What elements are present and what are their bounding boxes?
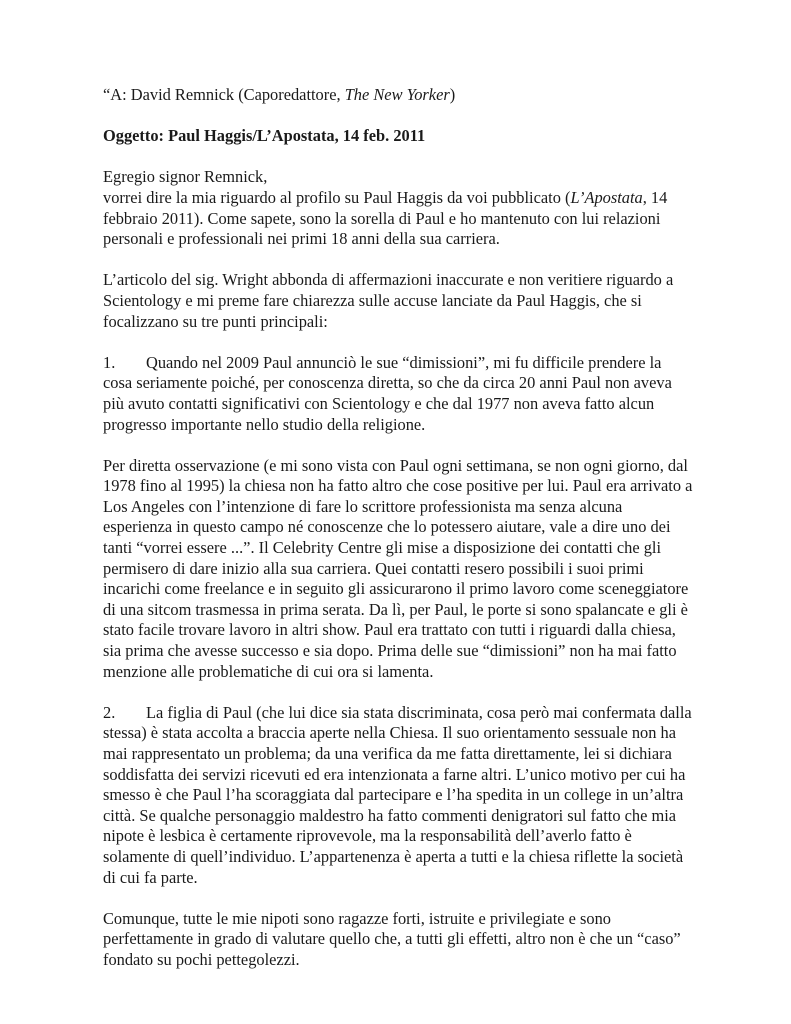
point-1-number: 1.	[103, 352, 116, 372]
letter-body	[103, 85, 693, 991]
intro-text-start: vorrei dire la mia riguardo al profilo su Paul Haggis da voi pubblicato (	[103, 187, 571, 207]
paragraph-observation: Per diretta osservazione (e mi sono vista con Paul ogni settimana, se non ogni giorno, dal 1978 fino al 1995) la chiesa non ha fatto altro che cose positive per lui. Paul era arrivato a Los Angeles con l’intenzione di fare lo scrittore professionista ma senza alcuna esperienza in questo campo né conoscenze che lo potessero aiutare, vale a dire uno dei tanti “vorrei essere ...”. Il Celebrity Centre gli mise a disposizione dei contatti che gli permisero di dare inizio alla sua carriera. Quei contatti resero possibili i suoi primi incarichi come freelance e in seguito gli assicurarono il primo lavoro come sceneggiatore di una sitcom trasmessa in prima serata. Da lì, per Paul, le porte si sono spalancate e gli è stato facile trovare lavoro in altri show. Paul era trattato con tutti i riguardi dalla chiesa, sia prima che avesse successo e sia dopo. Prima delle sue “dimissioni” non ha mai fatto menzione alle problematiche di cui ora si lamenta.	[103, 455, 693, 681]
article-title: L’Apostata	[570, 187, 643, 207]
salutation: Egregio signor Remnick,	[103, 167, 268, 187]
point-2-text: La figlia di Paul (che lui dice sia stata discriminata, cosa però mai confermata dalla stessa) è stata accolta a braccia aperte nella Chiesa. Il suo orientamento sessuale non ha mai rappresentato un problema; da una verifica da me fatta direttamente, lei si dichiara soddisfatta dei servizi ricevuti ed era intenzionata a farne altri. L’unico motivo per cui ha smesso è che Paul l’ha scoraggiata dal partecipare e l’ha spedita in un college in un’altra città. Se qualche personaggio maldestro ha fatto commenti denigratori sul fatto che mia nipote è lesbica è certamente riprovevole, ma la responsabilità dell’averlo fatto è solamente di quell’individuo. L’appartenenza è aperta a tutti e la chiesa riflette la società di cui fa parte.	[103, 702, 692, 887]
intro-paragraph	[103, 188, 693, 250]
paragraph-conclusion: Comunque, tutte le mie nipoti sono ragazze forti, istruite e privilegiate e sono perfettamente in grado di valutare quello che, a tutti gli effetti, altro non è che un “caso” fondato su pochi pettegolezzi.	[103, 908, 681, 969]
recipient-prefix: “A: David Remnick (Caporedattore,	[103, 85, 345, 104]
recipient-line	[103, 85, 693, 106]
point-2	[103, 703, 693, 888]
point-1	[103, 353, 693, 435]
paragraph-claims: L’articolo del sig. Wright abbonda di affermazioni inaccurate e non veritiere riguardo a Scientology e mi preme fare chiarezza sulle accuse lanciate da Paul Haggis, che si focalizzano su tre punti principali:	[103, 270, 674, 331]
point-1-text: Quando nel 2009 Paul annunciò le sue “dimissioni”, mi fu difficile prendere la cosa seriamente poiché, per conoscenza diretta, so che da circa 20 anni Paul non aveva più avuto contatti significativi con Scientology e che dal 1977 non aveva fatto alcun progresso importante nello studio della religione.	[103, 352, 672, 434]
intro-text-end: , 14 febbraio 2011). Come sapete, sono la sorella di Paul e ho mantenuto con lui relazioni personali e professionali nei primi 18 anni della sua carriera.	[103, 187, 668, 249]
recipient-suffix: )	[449, 85, 456, 104]
subject-line: Oggetto: Paul Haggis/L’Apostata, 14 feb. 2011	[103, 126, 426, 146]
publication-name: The New Yorker	[344, 85, 450, 104]
point-2-number: 2.	[103, 702, 116, 722]
